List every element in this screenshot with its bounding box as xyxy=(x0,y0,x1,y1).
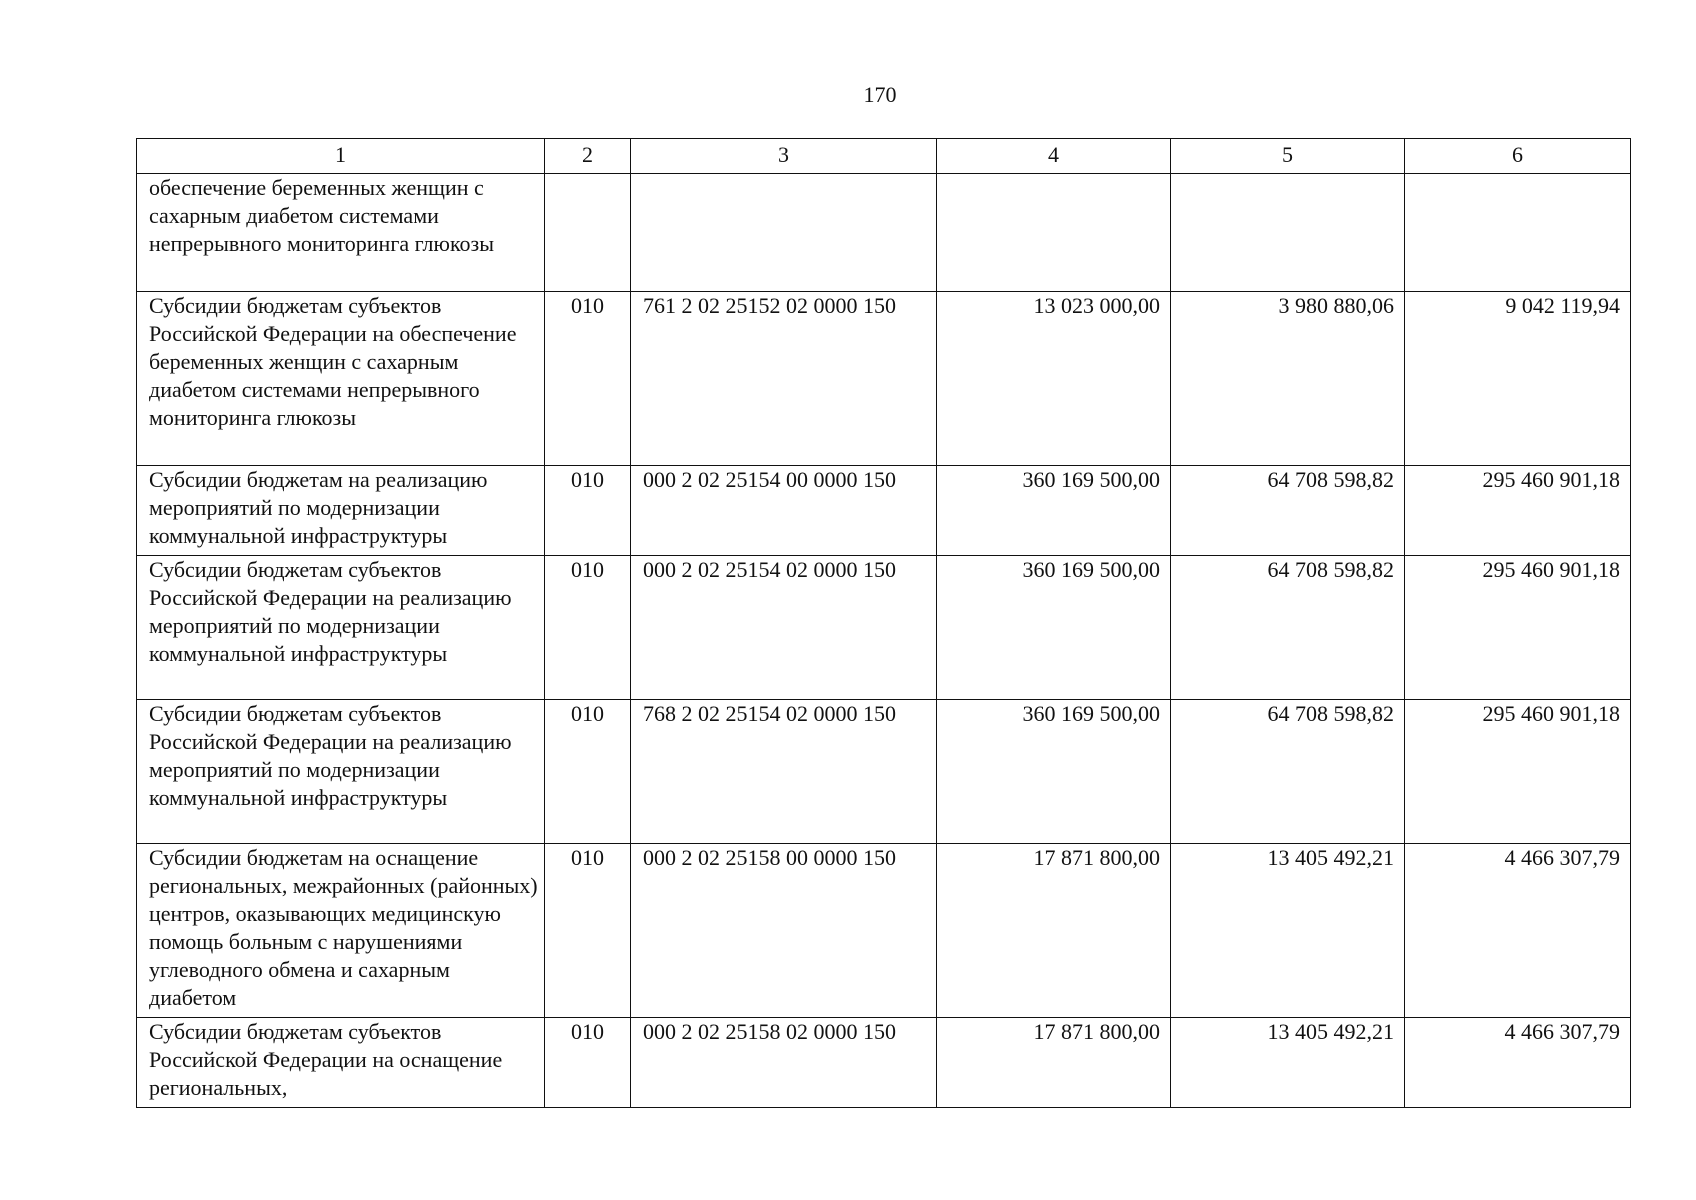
row-unexecuted: 4 466 307,79 xyxy=(1405,844,1631,1018)
row-line-code xyxy=(545,174,631,292)
row-name: Субсидии бюджетам субъектов Российской Федерации на реализацию мероприятий по модернизации коммунальной инфраструктуры xyxy=(137,700,545,844)
row-income-code: 000 2 02 25154 00 0000 150 xyxy=(631,466,937,556)
column-header-6: 6 xyxy=(1405,139,1631,174)
row-line-code: 010 xyxy=(545,556,631,700)
row-approved xyxy=(937,174,1171,292)
row-executed: 13 405 492,21 xyxy=(1171,844,1405,1018)
row-unexecuted: 295 460 901,18 xyxy=(1405,556,1631,700)
row-name: обеспечение беременных женщин с сахарным диабетом системами непрерывного мониторинга глюкозы xyxy=(137,174,545,292)
row-unexecuted: 4 466 307,79 xyxy=(1405,1018,1631,1108)
row-approved: 360 169 500,00 xyxy=(937,466,1171,556)
page-number: 170 xyxy=(863,82,897,107)
table-row xyxy=(137,466,1631,556)
table-row xyxy=(137,700,1631,844)
row-approved: 17 871 800,00 xyxy=(937,1018,1171,1108)
row-line-code: 010 xyxy=(545,466,631,556)
table-row xyxy=(137,844,1631,1018)
row-unexecuted: 295 460 901,18 xyxy=(1405,700,1631,844)
row-executed: 3 980 880,06 xyxy=(1171,292,1405,466)
row-name: Субсидии бюджетам субъектов Российской Федерации на оснащение региональных, xyxy=(137,1018,545,1108)
row-unexecuted: 295 460 901,18 xyxy=(1405,466,1631,556)
column-header-5: 5 xyxy=(1171,139,1405,174)
column-header-1: 1 xyxy=(137,139,545,174)
row-name: Субсидии бюджетам на реализацию мероприятий по модернизации коммунальной инфраструктуры xyxy=(137,466,545,556)
row-executed: 13 405 492,21 xyxy=(1171,1018,1405,1108)
row-executed: 64 708 598,82 xyxy=(1171,466,1405,556)
row-name: Субсидии бюджетам субъектов Российской Федерации на реализацию мероприятий по модернизации коммунальной инфраструктуры xyxy=(137,556,545,700)
row-approved: 360 169 500,00 xyxy=(937,556,1171,700)
row-executed: 64 708 598,82 xyxy=(1171,700,1405,844)
table-row xyxy=(137,292,1631,466)
row-executed xyxy=(1171,174,1405,292)
row-name: Субсидии бюджетам субъектов Российской Федерации на обеспечение беременных женщин с сахарным диабетом системами непрерывного мониторинга глюкозы xyxy=(137,292,545,466)
row-income-code: 000 2 02 25154 02 0000 150 xyxy=(631,556,937,700)
header-row xyxy=(137,139,1631,174)
row-approved: 360 169 500,00 xyxy=(937,700,1171,844)
row-income-code xyxy=(631,174,937,292)
row-unexecuted: 9 042 119,94 xyxy=(1405,292,1631,466)
row-unexecuted xyxy=(1405,174,1631,292)
row-income-code: 000 2 02 25158 02 0000 150 xyxy=(631,1018,937,1108)
row-income-code: 768 2 02 25154 02 0000 150 xyxy=(631,700,937,844)
row-income-code: 000 2 02 25158 00 0000 150 xyxy=(631,844,937,1018)
column-header-2: 2 xyxy=(545,139,631,174)
row-approved: 13 023 000,00 xyxy=(937,292,1171,466)
column-header-3: 3 xyxy=(631,139,937,174)
budget-table xyxy=(136,138,1631,1108)
table-row xyxy=(137,556,1631,700)
row-line-code: 010 xyxy=(545,1018,631,1108)
row-name: Субсидии бюджетам на оснащение региональных, межрайонных (районных) центров, оказывающих медицинскую помощь больным с нарушениями углеводного обмена и сахарным диабетом xyxy=(137,844,545,1018)
column-header-4: 4 xyxy=(937,139,1171,174)
row-income-code: 761 2 02 25152 02 0000 150 xyxy=(631,292,937,466)
row-executed: 64 708 598,82 xyxy=(1171,556,1405,700)
row-line-code: 010 xyxy=(545,292,631,466)
table-row xyxy=(137,1018,1631,1108)
table-row xyxy=(137,174,1631,292)
row-line-code: 010 xyxy=(545,844,631,1018)
row-line-code: 010 xyxy=(545,700,631,844)
row-approved: 17 871 800,00 xyxy=(937,844,1171,1018)
